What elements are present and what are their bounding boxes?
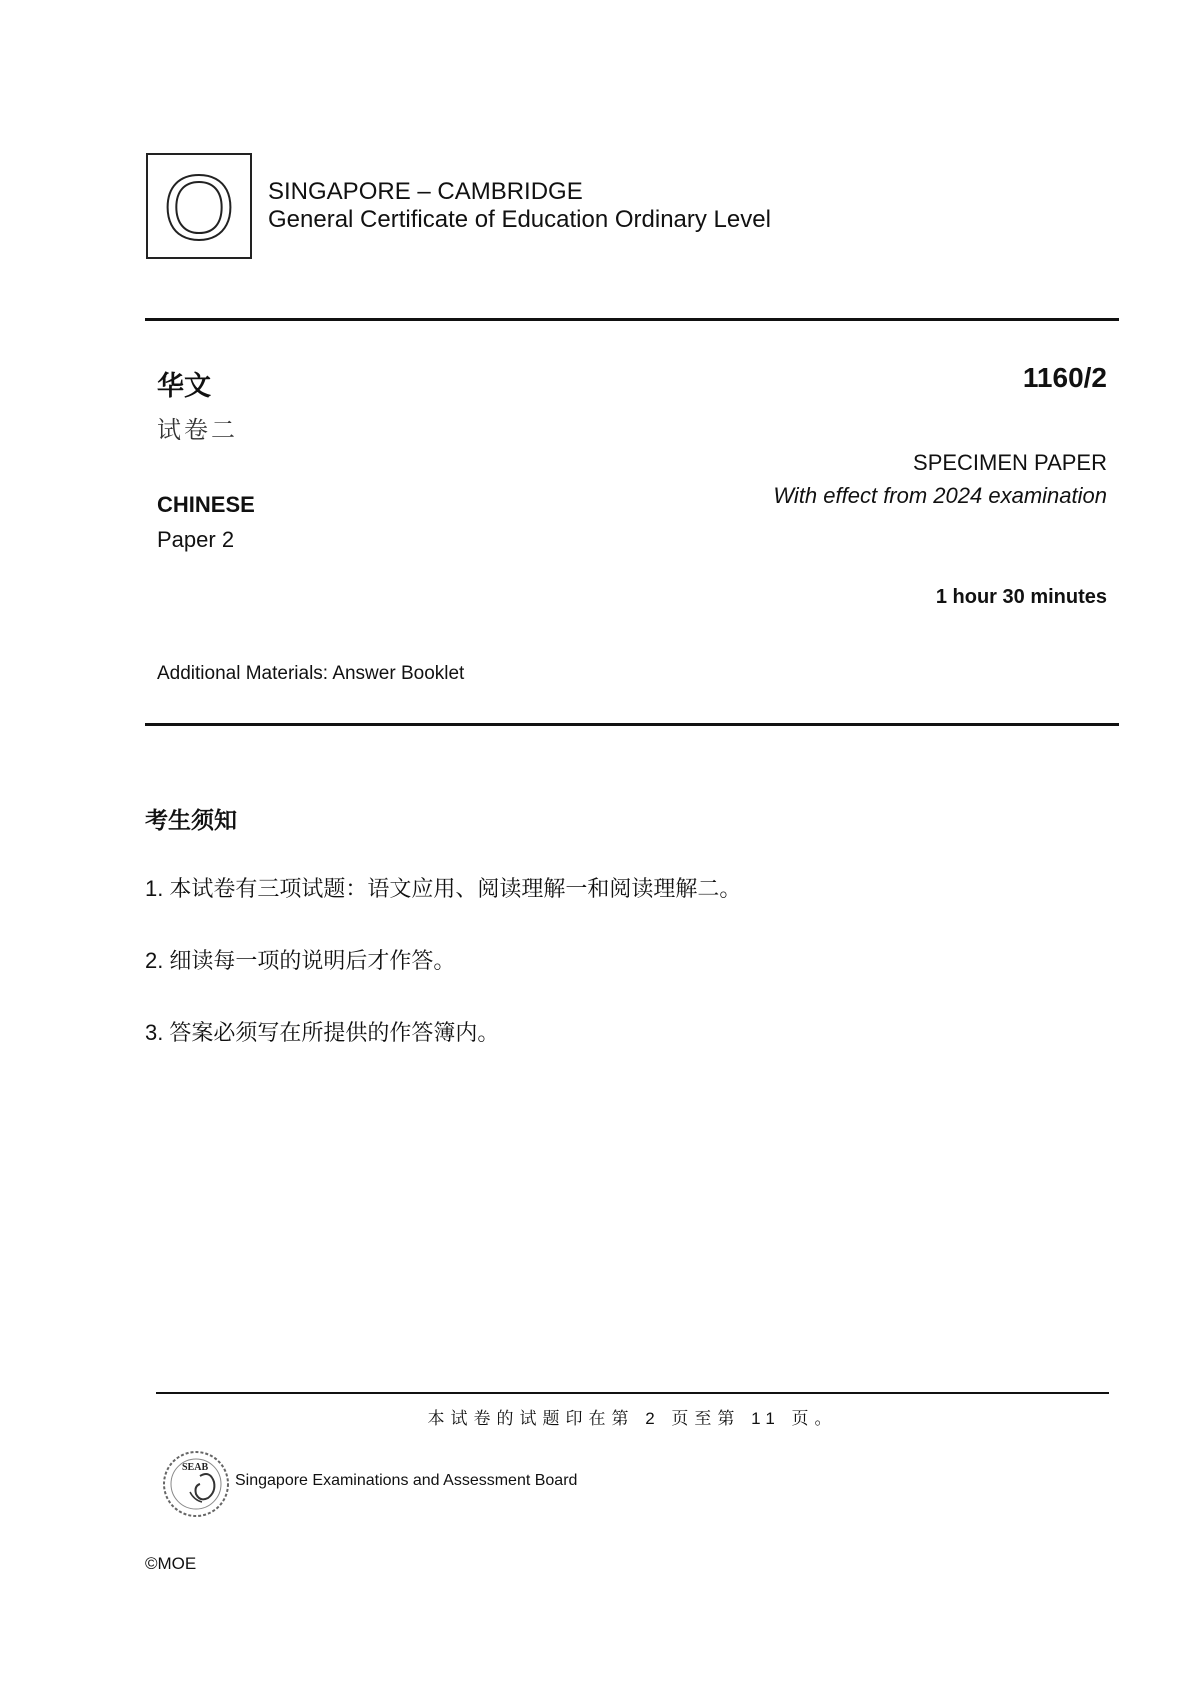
copyright: ©MOE [145,1554,197,1573]
instruction-item [145,872,741,903]
top-divider [145,318,1119,321]
paper-number-english: Paper 2 [157,527,235,552]
subject-english: CHINESE [157,492,255,517]
seab-seal-icon [160,1442,236,1522]
instruction-item [145,944,455,975]
subject-chinese: 华文 [157,371,211,401]
exam-duration: 1 hour 30 minutes [935,586,1107,608]
seab-seal-label: SEAB [182,1462,209,1473]
certificate-title: General Certificate of Education Ordinary Level [268,206,771,233]
instruction-text: 细读每一项的说明后才作答。 [169,948,456,973]
paper-code: 1160/2 [1022,362,1107,393]
footer-divider [156,1392,1109,1394]
instruction-text: 答案必须写在所提供的作答簿内。 [169,1020,500,1045]
additional-materials: Additional Materials: Answer Booklet [157,663,465,684]
paper-number-chinese: 试卷二 [157,417,238,444]
middle-divider [145,723,1119,726]
seab-logo [160,1442,236,1522]
instruction-number: 3. [145,1020,164,1045]
o-level-logo [146,153,252,259]
instruction-number: 1. [145,876,164,901]
instructions-title: 考生须知 [145,807,237,833]
instruction-number: 2. [145,948,164,973]
exam-board-title: SINGAPORE – CAMBRIDGE [268,178,583,205]
specimen-label: SPECIMEN PAPER [913,450,1107,475]
instruction-item [145,1016,499,1047]
board-name: Singapore Examinations and Assessment Board [235,1472,578,1489]
effective-date-note: With effect from 2024 examination [773,483,1107,508]
logo-letter: O [163,157,235,257]
pages-note: 本试卷的试题印在第 2 页至第 11 页。 [427,1409,838,1428]
o-level-logo-icon [148,155,250,257]
instruction-text: 本试卷有三项试题：语文应用、阅读理解一和阅读理解二。 [169,876,742,901]
